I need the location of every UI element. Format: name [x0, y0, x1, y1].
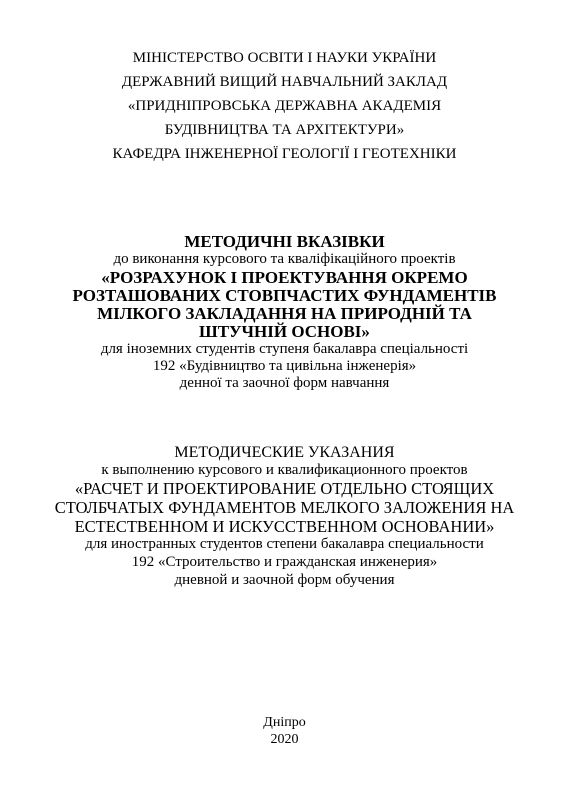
uk-subtitle: до виконання курсового та кваліфікаційного проектів [113, 251, 456, 267]
uk-project-title-line: МІЛКОГО ЗАКЛАДАННЯ НА ПРИРОДНІЙ ТА [97, 304, 472, 323]
uk-heading: МЕТОДИЧНІ ВКАЗІВКИ [184, 232, 385, 251]
ru-specialty-line: 192 «Строительство и гражданская инженерия» [131, 554, 438, 570]
ru-subtitle: к выполнению курсового и квалификационного проектов [101, 462, 468, 478]
uk-project-title-line: «РОЗРАХУНОК І ПРОЕКТУВАННЯ ОКРЕМО [101, 268, 468, 287]
uk-project-title-line: ШТУЧНІЙ ОСНОВІ» [199, 322, 370, 341]
uk-audience-line: для іноземних студентів ступеня бакалавра спеціальності [100, 341, 469, 357]
ru-project-title-line: «РАСЧЕТ И ПРОЕКТИРОВАНИЕ ОТДЕЛЬНО СТОЯЩИХ [74, 479, 495, 498]
academy-name-line-1: «ПРИДНІПРОВСЬКА ДЕРЖАВНА АКАДЕМІЯ [127, 98, 442, 114]
ru-audience-line: для иностранных студентов степени бакалавра специальности [85, 536, 484, 552]
uk-project-title-line: РОЗТАШОВАНИХ СТОВПЧАСТИХ ФУНДАМЕНТІВ [72, 286, 497, 305]
year: 2020 [270, 732, 299, 747]
uk-study-form-line: денної та заочної форм навчання [179, 375, 390, 391]
ministry-line: МІНІСТЕРСТВО ОСВІТИ І НАУКИ УКРАЇНИ [132, 50, 437, 66]
ru-study-form-line: дневной и заочной форм обучения [174, 572, 395, 588]
department-line: КАФЕДРА ІНЖЕНЕРНОЇ ГЕОЛОГІЇ І ГЕОТЕХНІКИ [112, 146, 457, 162]
ru-project-title-line: ЕСТЕСТВЕННОМ И ИСКУССТВЕННОМ ОСНОВАНИИ» [74, 517, 495, 536]
academy-name-line-2: БУДІВНИЦТВА ТА АРХІТЕКТУРИ» [164, 122, 405, 138]
ru-project-title-line: СТОЛБЧАТЫХ ФУНДАМЕНТОВ МЕЛКОГО ЗАЛОЖЕНИЯ НА [54, 498, 515, 517]
uk-specialty-line: 192 «Будівництво та цивільна інженерія» [152, 358, 417, 374]
city: Дніпро [263, 715, 306, 730]
ru-heading: МЕТОДИЧЕСКИЕ УКАЗАНИЯ [174, 444, 395, 461]
institution-type-line: ДЕРЖАВНИЙ ВИЩИЙ НАВЧАЛЬНИЙ ЗАКЛАД [121, 74, 448, 90]
